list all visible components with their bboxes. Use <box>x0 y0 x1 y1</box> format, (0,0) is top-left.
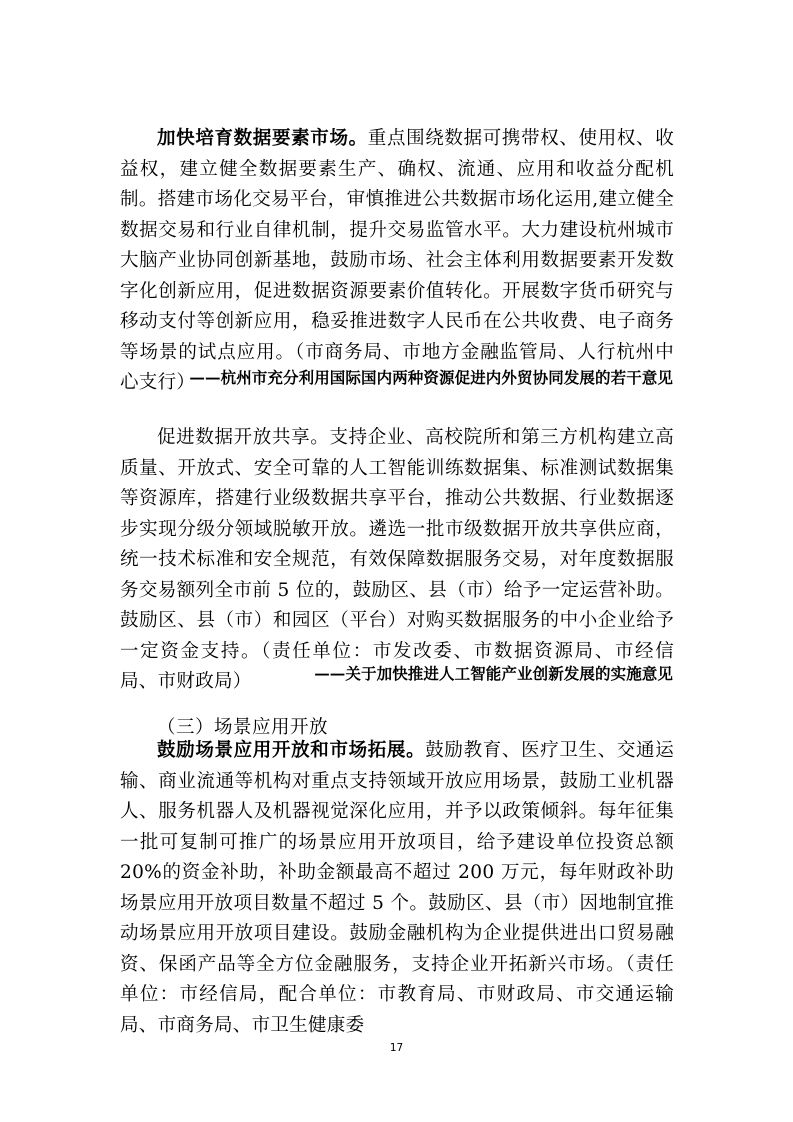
paragraph-lead: 鼓励场景应用开放和市场拓展。 <box>157 740 426 761</box>
paragraph-scene-application <box>120 736 674 1041</box>
paragraph-body: 重点围绕数据可携带权、使用权、收益权，建立健全数据要素生产、确权、流通、应用和收益分配机制。搭建市场化交易平台，审慎推进公共数据市场化运用,建立健全数据交易和行业自律机制，提升交易监管水平。大力建设杭州城市大脑产业协同创新基地，鼓励市场、社会主体利用数据要素开发数字化创新应用，促进数据资源要素价值转化。开展数字货币研究与移动支付等创新应用，稳妥推进数字人民币在公共收费、电子商务等场景的试点应用。（市商务局、市地方金融监管局、人行杭州中心支行） <box>120 128 674 393</box>
section-heading: （三）场景应用开放 <box>157 717 329 738</box>
paragraph-lead: 加快培育数据要素市场。 <box>157 128 368 149</box>
source-citation: ——关于加快推进人工智能产业创新发展的实施意见 <box>314 664 673 683</box>
paragraph-body: 鼓励教育、医疗卫生、交通运输、商业流通等机构对重点支持领域开放应用场景，鼓励工业机器人、服务机器人及机器视觉深化应用，并予以政策倾斜。每年征集一批可复制可推广的场景应用开放项目，给予建设单位投资总额 20%的资金补助，补助金额最高不超过 200 万元，每年财政补助场景应用开放项目数量不超过 5 个。鼓励区、县（市）因地制宜推动场景应用开放项目建设。鼓励金融机构为企业提供进出口贸易融资、保函产品等全方位金融服务，支持企业开拓新兴市场。（责任单位：市经信局，配合单位：市教育局、市财政局、市交通运输局、市商务局、市卫生健康委 <box>120 740 675 1036</box>
paragraph-data-market <box>120 124 674 399</box>
page-number: 17 <box>389 1042 404 1054</box>
source-citation: ——杭州市充分利用国际国内两种资源促进内外贸协同发展的若干意见 <box>189 368 673 387</box>
paragraph-data-sharing <box>120 423 674 698</box>
paragraph-body: 促进数据开放共享。支持企业、高校院所和第三方机构建立高质量、开放式、安全可靠的人工智能训练数据集、标准测试数据集等资源库，搭建行业级数据共享平台，推动公共数据、行业数据逐步实现分级分领域脱敏开放。遴选一批市级数据开放共享供应商，统一技术标准和安全规范，有效保障数据服务交易，对年度数据服务交易额列全市前 5 位的，鼓励区、县（市）给予一定运营补助。鼓励区、县（市）和园区（平台）对购买数据服务的中小企业给予一定资金支持。（责任单位：市发改委、市数据资源局、市经信局、市财政局） <box>120 427 674 692</box>
